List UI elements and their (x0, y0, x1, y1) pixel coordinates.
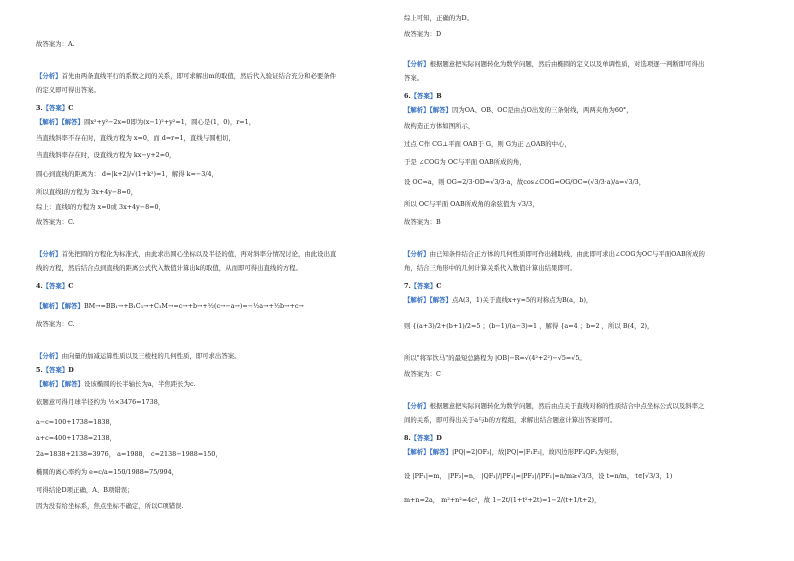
text-line (404, 140, 571, 148)
section-tag: 【答案】 (42, 282, 69, 290)
text-line (404, 122, 474, 130)
text-run: 综上：直线l的方程为 x=0或 3x+4y−8=0， (36, 203, 165, 211)
text-run: 故答案为：B (404, 218, 441, 226)
text-run: 的定义即可得出答案。 (36, 86, 100, 94)
text-line (404, 354, 586, 362)
section-tag: 【解答】 (429, 296, 452, 304)
text-run: 8. (404, 434, 411, 442)
text-line (36, 450, 222, 458)
text-run: B (436, 92, 442, 100)
text-run: 因为OA、OB、OC是由点O出发的三条射线，两两夹角为60°， (451, 106, 633, 114)
section-tag: 【解析】 (404, 296, 430, 304)
text-run: 首先由两条直线平行的系数之间的关系，即可求解出m的取值，然后代入验证结合充分和必要条件 (61, 72, 337, 80)
text-line (404, 496, 600, 504)
text-run: 根据题意把实际问题转化为数学问题，然后由点关于直线对称的性质结合中点坐标公式以及斜率之 (429, 402, 705, 410)
text-run: 首先把圆的方程化为标准式，由此求出圆心坐标以及半径的值，再对斜率分情况讨论，由此设出直 (61, 250, 337, 258)
text-run: 3. (36, 104, 43, 112)
section-tag: 【分析】 (36, 72, 62, 80)
text-line (404, 74, 423, 82)
text-run: C (68, 282, 74, 290)
section-tag: 【解答】 (429, 106, 452, 114)
section-tag: 【分析】 (404, 402, 430, 410)
text-line (36, 72, 336, 80)
text-run: BM→=BB₁→+B₁C₁→+C₁M→=c→+b→+½(c→−a→)=−½a→+½b→+c→ (83, 302, 304, 310)
text-line (36, 40, 75, 48)
text-run: 7. (404, 282, 411, 290)
text-run: 设 |PF₁|=m， |PF₂|=n， |QF₁|/|PF₁|=|PF₂|/|PF₁|=n/m≥√3/3，设 t=n/m， t∈[√3/3，1) (404, 472, 673, 480)
text-run: C (68, 104, 74, 112)
text-line (36, 86, 100, 94)
section-tag: 【答案】 (410, 282, 437, 290)
text-run: 依题意可得月球半径约为 ½×3476=1738， (36, 398, 165, 406)
section-tag: 【分析】 (36, 250, 62, 258)
text-line (404, 472, 672, 480)
text-line (36, 151, 176, 159)
text-run: 综上可知，正确的为D。 (404, 14, 474, 22)
text-run: 故答案为：D (404, 30, 442, 38)
text-run: 当直线斜率不存在时，直线方程为 x=0，而 d=r=1，直线与圆相切， (36, 134, 235, 142)
section-tag: 【解答】 (61, 380, 84, 388)
text-line (36, 264, 302, 272)
text-run: 当直线斜率存在时，设直线方程为 kx−y+2=0， (36, 151, 176, 159)
text-line (404, 178, 645, 186)
text-line (36, 134, 235, 142)
text-line (36, 352, 241, 360)
section-tag: 【答案】 (42, 366, 69, 374)
text-run: 圆x²+y²−2x=0即为(x−1)²+y²=1，圆心是(1，0)，r=1， (83, 118, 256, 126)
text-line (36, 418, 116, 426)
text-run: 椭圆的离心率约为 e=c/a=150/1988=75/994， (36, 468, 179, 476)
text-run: 故答案为：C. (36, 320, 75, 328)
text-line (404, 448, 623, 456)
text-line (404, 218, 441, 226)
text-line (36, 203, 165, 211)
text-run: a+c=400+1738=2138， (36, 434, 116, 442)
text-line (36, 366, 74, 374)
section-tag: 【解析】 (36, 380, 62, 388)
text-line (36, 486, 134, 494)
text-line (404, 30, 441, 38)
text-line (36, 188, 137, 196)
text-run: 所以直线l的方程为 3x+4y−8=0， (36, 188, 138, 196)
section-tag: 【答案】 (410, 434, 437, 442)
text-line (404, 322, 653, 330)
text-line (404, 200, 539, 208)
text-run: 故构造正方体如图所示， (404, 122, 475, 130)
text-run: 因为没有给坐标系，焦点坐标不确定，所以C项错误. (36, 502, 184, 510)
text-run: 点A(3，1)关于直线x+y=5的对称点为B(a，b)， (451, 296, 593, 304)
text-line (36, 320, 75, 328)
text-run: 故答案为：C (404, 370, 441, 378)
text-run: 4. (36, 282, 43, 290)
text-run: |PQ|=2|OF₂|，故|PQ|=|F₁F₂|，故四边形PF₁QF₂为矩形， (451, 448, 624, 456)
text-run: 6. (404, 92, 411, 100)
text-run: 所以 OC与平面 OAB所成角的余弦值为 √3/3， (404, 200, 539, 208)
text-run: C (436, 282, 442, 290)
section-tag: 【解析】 (36, 302, 62, 310)
section-tag: 【分析】 (36, 352, 62, 360)
text-line (404, 264, 577, 272)
text-line (36, 250, 336, 258)
text-run: 设 OC=a，则 OG=2/3·OD=√3/3·a，故cos∠COG=OG/OC=(√3/3·a)/a=√3/3， (404, 178, 646, 186)
section-tag: 【解答】 (61, 302, 84, 310)
section-tag: 【分析】 (404, 250, 430, 258)
text-line (404, 92, 442, 100)
text-line (36, 468, 178, 476)
text-run: 5. (36, 366, 43, 374)
text-run: 所以"将军饮马"的最短总路程为 |OB|−R=√(4²+2²)−√5=√5。 (404, 354, 586, 362)
text-line (36, 118, 255, 126)
text-run: D (436, 434, 442, 442)
text-run: 根据题意把实际问题转化为数学问题，然后由椭圆的定义以及单调性质，对选项逐一判断即可得出 (429, 60, 705, 68)
text-line (36, 302, 304, 310)
text-line (404, 282, 441, 290)
text-line (36, 434, 116, 442)
text-line (36, 170, 218, 178)
text-run: m+n=2a， m²+n²=4c²，故 1−2t/(1+t²+2t)=1−2/(t+1/t+2)， (404, 496, 601, 504)
text-run: D (68, 366, 74, 374)
text-run: 由向量的加减运算性质以及三棱柱的几何性质，即可求出答案。 (61, 352, 241, 360)
section-tag: 【解答】 (61, 118, 84, 126)
text-line (404, 250, 705, 258)
text-run: 则 {(a+3)/2+(b+1)/2=5 ；(b−1)/(a−3)=1 ，解得 {a=4 ；b=2 ，所以 B(4，2)， (404, 322, 654, 330)
text-run: 设该椭圆的长半轴长为a，半焦距长为c. (83, 380, 196, 388)
text-line (404, 14, 473, 22)
text-line (404, 370, 441, 378)
text-line (36, 104, 73, 112)
text-line (404, 416, 616, 424)
text-line (36, 502, 184, 510)
section-tag: 【解析】 (36, 118, 62, 126)
section-tag: 【解析】 (404, 106, 430, 114)
text-run: 2a=1838+2138=3976， a=1988， c=2138−1988=150， (36, 450, 222, 458)
text-line (404, 434, 442, 442)
text-run: 答案。 (404, 74, 424, 82)
text-line (404, 402, 704, 410)
text-line (404, 60, 704, 68)
text-run: a−c=100+1738=1838， (36, 418, 116, 426)
section-tag: 【分析】 (404, 60, 430, 68)
text-run: 可得结论D项正确，A、B项错误； (36, 486, 134, 494)
text-run: 过点 C作 CG⊥平面 OAB于 G，则 G为正 △OAB的中心， (404, 140, 571, 148)
section-tag: 【答案】 (42, 104, 69, 112)
text-line (36, 380, 196, 388)
text-line (36, 218, 75, 226)
text-run: 故答案为：A. (36, 40, 75, 48)
text-line (404, 158, 526, 166)
text-run: 线的方程，然后结合点到直线的距离公式代入数值计算出k的取值，从而即可得出直线的方程。 (36, 264, 302, 272)
text-run: 间的关系，即可得出关于a与b的方程组，求解出结合题意计算出答案即可。 (404, 416, 617, 424)
text-run: 圆心到直线的距离为： d=|k+2|/√(1+k²)=1，解得 k=−3/4， (36, 170, 218, 178)
text-line (36, 282, 73, 290)
text-line (36, 398, 164, 406)
text-run: 由已知条件结合正方体的几何性质即可作出辅助线，由此即可求出∠COG为OC与平面OAB所成的 (429, 250, 705, 258)
text-line (404, 106, 633, 114)
text-line (404, 296, 592, 304)
text-run: 故答案为：C. (36, 218, 75, 226)
section-tag: 【解析】 (404, 448, 430, 456)
text-run: 于是 ∠COG为 OC与平面 OAB所成的角， (404, 158, 526, 166)
section-tag: 【答案】 (410, 92, 437, 100)
text-run: 角，结合三角形中的几何计算关系代入数值计算出结果即可。 (404, 264, 577, 272)
section-tag: 【解答】 (429, 448, 452, 456)
